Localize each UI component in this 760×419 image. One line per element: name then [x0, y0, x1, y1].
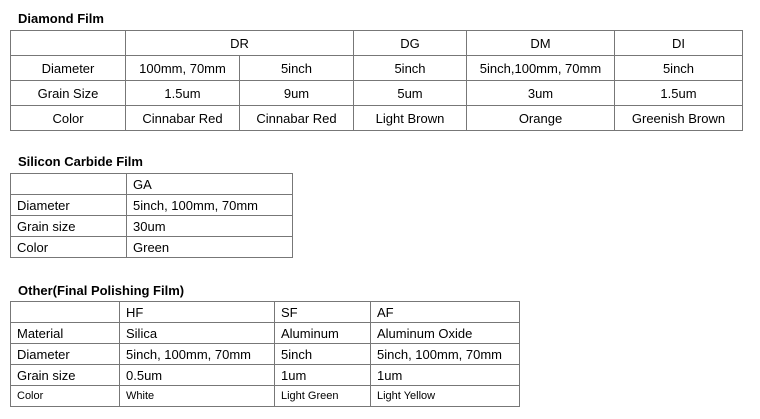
row-label: Color	[11, 237, 127, 258]
table-cell: Light Brown	[354, 106, 467, 131]
header-af: AF	[371, 302, 520, 323]
table-row	[11, 106, 743, 131]
table-header-row	[11, 31, 743, 56]
table-cell: 5inch, 100mm, 70mm	[371, 344, 520, 365]
table-row	[11, 81, 743, 106]
table-cell: 1.5um	[126, 81, 240, 106]
table-cell: 30um	[127, 216, 293, 237]
header-dg: DG	[354, 31, 467, 56]
header-dr: DR	[126, 31, 354, 56]
table-row	[11, 365, 520, 386]
table-cell: 5inch	[275, 344, 371, 365]
row-label: Diameter	[11, 344, 120, 365]
table-row	[11, 195, 293, 216]
table-cell: Cinnabar Red	[240, 106, 354, 131]
table-cell: Silica	[120, 323, 275, 344]
table-row	[11, 386, 520, 407]
row-label: Material	[11, 323, 120, 344]
table-row	[11, 237, 293, 258]
header-sf: SF	[275, 302, 371, 323]
table-cell: 1um	[275, 365, 371, 386]
table-corner-cell	[11, 302, 120, 323]
table-cell: Aluminum Oxide	[371, 323, 520, 344]
table-cell: 5inch,100mm, 70mm	[467, 56, 615, 81]
table-cell: 9um	[240, 81, 354, 106]
table-cell: Light Yellow	[371, 386, 520, 407]
table-row	[11, 216, 293, 237]
table-cell: 1um	[371, 365, 520, 386]
table-cell: 100mm, 70mm	[126, 56, 240, 81]
silicon-carbide-film-title: Silicon Carbide Film	[18, 154, 143, 169]
row-label: Diameter	[11, 56, 126, 81]
table-cell: 3um	[467, 81, 615, 106]
table-cell: 5inch	[354, 56, 467, 81]
header-ga: GA	[127, 174, 293, 195]
table-cell: 5um	[354, 81, 467, 106]
table-row	[11, 56, 743, 81]
table-cell: Cinnabar Red	[126, 106, 240, 131]
table-cell: Greenish Brown	[615, 106, 743, 131]
table-cell: Green	[127, 237, 293, 258]
row-label: Color	[11, 386, 120, 407]
table-corner-cell	[11, 174, 127, 195]
table-cell: Aluminum	[275, 323, 371, 344]
table-cell: 1.5um	[615, 81, 743, 106]
table-corner-cell	[11, 31, 126, 56]
table-cell: 5inch	[240, 56, 354, 81]
table-cell: 5inch	[615, 56, 743, 81]
row-label: Grain size	[11, 216, 127, 237]
table-header-row	[11, 302, 520, 323]
table-cell: 5inch, 100mm, 70mm	[127, 195, 293, 216]
row-label: Grain Size	[11, 81, 126, 106]
table-cell: 0.5um	[120, 365, 275, 386]
row-label: Diameter	[11, 195, 127, 216]
table-cell: 5inch, 100mm, 70mm	[120, 344, 275, 365]
diamond-film-title: Diamond Film	[18, 11, 104, 26]
table-row	[11, 344, 520, 365]
table-cell: White	[120, 386, 275, 407]
other-final-polishing-film-title: Other(Final Polishing Film)	[18, 283, 185, 298]
table-cell: Orange	[467, 106, 615, 131]
table-row	[11, 323, 520, 344]
table-header-row	[11, 174, 293, 195]
final-polishing-film-table	[10, 301, 520, 407]
header-dm: DM	[467, 31, 615, 56]
header-hf: HF	[120, 302, 275, 323]
header-di: DI	[615, 31, 743, 56]
silicon-carbide-film-table	[10, 173, 293, 258]
row-label: Color	[11, 106, 126, 131]
diamond-film-table	[10, 30, 743, 131]
row-label: Grain size	[11, 365, 120, 386]
table-cell: Light Green	[275, 386, 371, 407]
